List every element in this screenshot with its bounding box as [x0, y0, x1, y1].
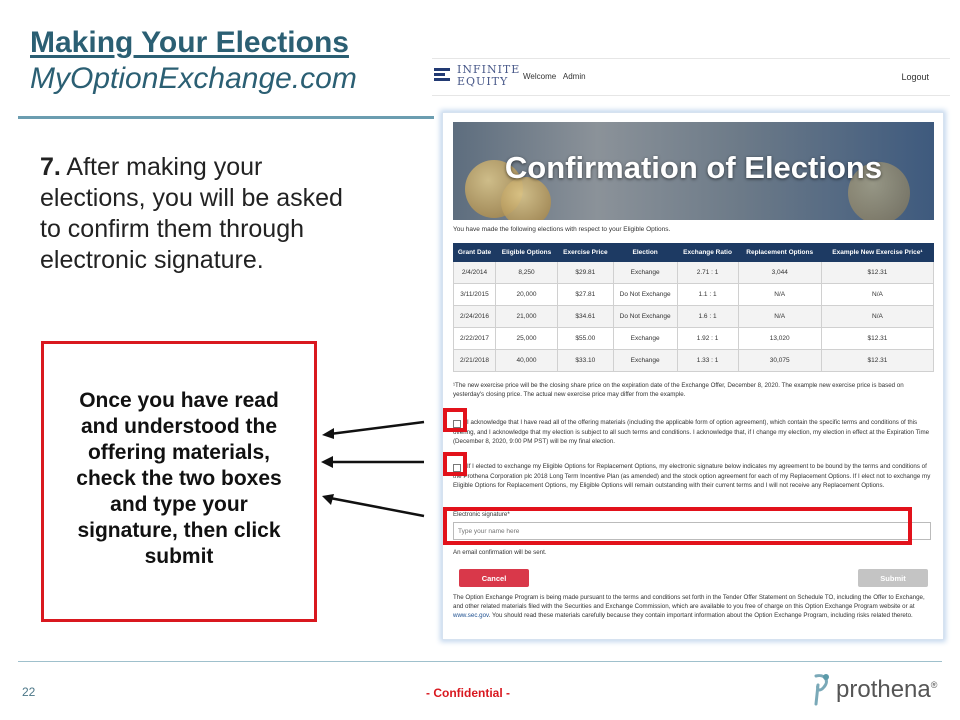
col-exchange-ratio: Exchange Ratio — [677, 244, 738, 262]
infinite-equity-logo-icon — [434, 68, 450, 84]
col-example-new-price: Example New Exercise Price¹ — [821, 244, 933, 262]
email-note: An email confirmation will be sent. — [453, 549, 547, 556]
elections-table — [453, 243, 934, 372]
footnote: ¹The new exercise price will be the closing share price on the expiration date of the Exchange Offer, December 8, 2020. The example new exercise price is based on yesterday's closing price. The actual new exercise price may differ from the example. — [453, 382, 904, 398]
table-row: 2/22/2017 25,000 $55.00 Exchange 1.92 : 1 13,020 $12.31 — [454, 328, 934, 350]
table-row: 2/21/2018 40,000 $33.10 Exchange 1.33 : 1 30,075 $12.31 — [454, 350, 934, 372]
footer-divider — [18, 661, 942, 662]
col-eligible-options: Eligible Options — [496, 244, 558, 262]
app-header — [432, 58, 950, 96]
intro-text: You have made the following elections with respect to your Eligible Options. — [453, 226, 671, 233]
user-name: Admin — [562, 72, 586, 81]
hero-banner — [453, 122, 934, 220]
prothena-logo-icon — [810, 672, 832, 706]
highlight-checkbox-2 — [443, 452, 467, 476]
arrow-icon — [318, 455, 428, 469]
slide-title: Making Your Elections — [30, 26, 349, 59]
table-header-row — [454, 244, 934, 262]
table-row: 3/11/2015 20,000 $27.81 Do Not Exchange 1.1 : 1 N/A N/A — [454, 284, 934, 306]
legal-text: The Option Exchange Program is being made pursuant to the terms and conditions set forth in the Tender Offer Statement on Schedule TO, including the Offer to Exchange, and other related materials filed with the Securities and Exchange Commission, which are available to you free of charge on this Option Exchange Program website or at www.sec.gov. You should read these materials carefully because they contain important information about the Option Exchange Program, including risks related thereto. — [453, 594, 925, 619]
step-instruction — [40, 152, 360, 276]
col-exercise-price: Exercise Price — [557, 244, 613, 262]
ack2-text: If I elected to exchange my Eligible Options for Replacement Options, my electronic signature below indicates my agreement to be bound by the terms and conditions of the Prothena Corporation plc 2018 Long Term Incentive Plan (as amended) and the stock option agreement for each of my Replacement Options. If I elect not to exchange my Eligible Options for Replacement Options, my Eligible Options will remain outstanding with their current terms and I will not receive any Replacement Options. — [453, 463, 931, 489]
acknowledgement-1 — [453, 418, 935, 447]
table-row: 2/24/2016 21,000 $34.61 Do Not Exchange 1.6 : 1 N/A N/A — [454, 306, 934, 328]
prothena-logo: prothena® — [836, 676, 938, 703]
welcome-text: Welcome Admin — [523, 72, 586, 81]
signature-label: Electronic signature* — [453, 511, 510, 518]
highlight-checkbox-1 — [443, 408, 467, 432]
confidential-label: - Confidential - — [426, 686, 510, 700]
col-replacement-options: Replacement Options — [738, 244, 821, 262]
hero-title: Confirmation of Elections — [504, 150, 883, 185]
acknowledgement-2 — [453, 462, 935, 491]
infinite-equity-logo[interactable] — [457, 64, 520, 88]
ack1-text: I acknowledge that I have read all of the offering materials (including the applicable form of option agreement), which contain the specific terms and conditions of this offering, and I acknowledge that my election is subject to all such terms and conditions. I acknowledge that, if I change my election, my election in effect at the Expiration Time (December 8, 2020, 9:00 PM PST) will be my final election. — [453, 419, 930, 445]
arrow-icon — [318, 490, 428, 520]
title-divider — [18, 116, 434, 119]
callout-box — [41, 341, 317, 622]
confirmation-panel — [442, 112, 944, 640]
logout-link[interactable]: Logout — [901, 72, 929, 82]
logo-line1: INFINITE — [457, 63, 521, 76]
arrow-icon — [318, 416, 428, 440]
slide-subtitle: MyOptionExchange.com — [30, 62, 357, 95]
highlight-signature — [443, 507, 912, 545]
callout-text: Once you have read and understood the offering materials, check the two boxes and type your signature, then click submit — [76, 389, 282, 568]
logo-line2: EQUITY — [457, 75, 509, 88]
page-number: 22 — [22, 685, 36, 699]
col-grant-date: Grant Date — [454, 244, 496, 262]
step-text: After making your elections, you will be asked to confirm them through electronic signature. — [40, 153, 343, 274]
col-election: Election — [613, 244, 677, 262]
sec-gov-link[interactable]: www.sec.gov — [453, 612, 489, 619]
step-number: 7. — [40, 153, 61, 181]
table-row: 2/4/2014 8,250 $29.81 Exchange 2.71 : 1 3,044 $12.31 — [454, 262, 934, 284]
submit-button[interactable]: Submit — [858, 569, 928, 587]
cancel-button[interactable]: Cancel — [459, 569, 529, 587]
